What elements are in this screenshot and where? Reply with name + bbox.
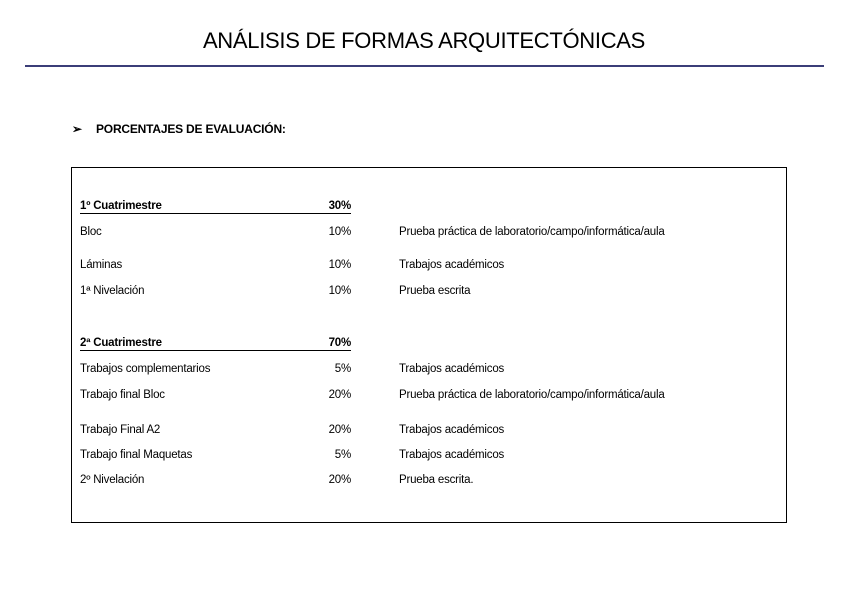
section-heading bbox=[72, 122, 286, 136]
row-description: Trabajos académicos bbox=[399, 259, 505, 271]
table-row bbox=[80, 337, 770, 353]
row-name: 1ª Nivelación bbox=[80, 285, 145, 297]
row-description: Prueba práctica de laboratorio/campo/informática/aula bbox=[399, 389, 665, 401]
row-percentage: 10% bbox=[328, 226, 351, 238]
row-percentage: 30% bbox=[328, 200, 351, 212]
row-percentage: 20% bbox=[328, 474, 351, 486]
row-name: Trabajos complementarios bbox=[80, 363, 211, 375]
table-row bbox=[80, 200, 770, 216]
row-name: Trabajo Final A2 bbox=[80, 424, 161, 436]
table-row bbox=[80, 389, 770, 405]
row-description: Prueba escrita bbox=[399, 285, 471, 297]
row-name: 2ª Cuatrimestre bbox=[80, 337, 162, 349]
table-row bbox=[80, 449, 770, 465]
arrow-bullet-icon: ➢ bbox=[72, 122, 82, 136]
row-name: 2º Nivelación bbox=[80, 474, 145, 486]
row-description: Trabajos académicos bbox=[399, 449, 505, 461]
section-label: PORCENTAJES DE EVALUACIÓN: bbox=[96, 122, 286, 136]
title-divider bbox=[25, 65, 824, 67]
row-percentage: 20% bbox=[328, 389, 351, 401]
row-percentage: 5% bbox=[334, 449, 351, 461]
row-percentage: 70% bbox=[328, 337, 351, 349]
row-name: Trabajo final Maquetas bbox=[80, 449, 193, 461]
table-row bbox=[80, 259, 770, 275]
row-name: Láminas bbox=[80, 259, 123, 271]
row-name: Trabajo final Bloc bbox=[80, 389, 165, 401]
table-row bbox=[80, 285, 770, 301]
table-row bbox=[80, 474, 770, 490]
row-description: Prueba escrita. bbox=[399, 474, 474, 486]
row-percentage: 5% bbox=[334, 363, 351, 375]
row-percentage: 20% bbox=[328, 424, 351, 436]
row-description: Trabajos académicos bbox=[399, 424, 505, 436]
row-description: Trabajos académicos bbox=[399, 363, 505, 375]
row-name: Bloc bbox=[80, 226, 102, 238]
evaluation-table bbox=[71, 167, 787, 523]
row-percentage: 10% bbox=[328, 285, 351, 297]
header-underline bbox=[80, 213, 351, 214]
table-row bbox=[80, 226, 770, 242]
row-percentage: 10% bbox=[328, 259, 351, 271]
row-description: Prueba práctica de laboratorio/campo/informática/aula bbox=[399, 226, 665, 238]
table-row bbox=[80, 424, 770, 440]
table-row bbox=[80, 363, 770, 379]
page-title: ANÁLISIS DE FORMAS ARQUITECTÓNICAS bbox=[202, 28, 646, 53]
header-underline bbox=[80, 350, 351, 351]
row-name: 1º Cuatrimestre bbox=[80, 200, 162, 212]
